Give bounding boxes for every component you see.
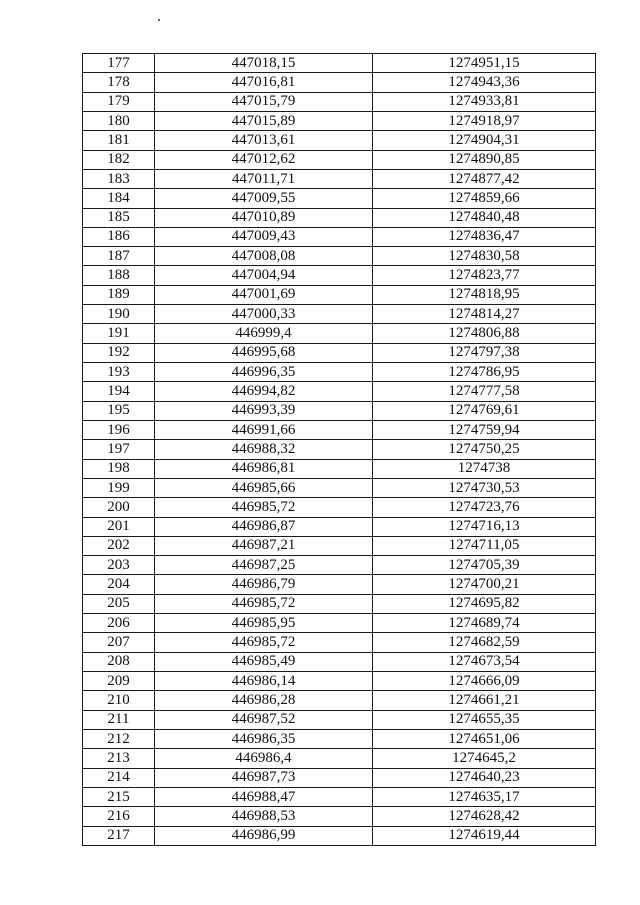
y-coordinate-cell: 1274814,27 — [373, 305, 596, 324]
point-number-cell: 181 — [83, 131, 155, 150]
x-coordinate-cell: 446999,4 — [155, 324, 373, 343]
table-row — [83, 150, 596, 169]
x-coordinate-cell: 446985,72 — [155, 633, 373, 652]
point-number-cell: 209 — [83, 672, 155, 691]
table-row — [83, 633, 596, 652]
point-number-cell: 177 — [83, 54, 155, 73]
table-row — [83, 227, 596, 246]
table-row — [83, 247, 596, 266]
x-coordinate-cell: 446986,99 — [155, 826, 373, 845]
table-row — [83, 189, 596, 208]
point-number-cell: 217 — [83, 826, 155, 845]
table-row — [83, 787, 596, 806]
point-number-cell: 179 — [83, 92, 155, 111]
table-row — [83, 92, 596, 111]
y-coordinate-cell: 1274840,48 — [373, 208, 596, 227]
point-number-cell: 207 — [83, 633, 155, 652]
point-number-cell: 204 — [83, 575, 155, 594]
x-coordinate-cell: 446994,82 — [155, 382, 373, 401]
point-number-cell: 182 — [83, 150, 155, 169]
table-row — [83, 208, 596, 227]
table-row — [83, 652, 596, 671]
table-row — [83, 401, 596, 420]
y-coordinate-cell: 1274769,61 — [373, 401, 596, 420]
y-coordinate-cell: 1274700,21 — [373, 575, 596, 594]
x-coordinate-cell: 447015,79 — [155, 92, 373, 111]
point-number-cell: 180 — [83, 111, 155, 130]
table-row — [83, 54, 596, 73]
y-coordinate-cell: 1274943,36 — [373, 73, 596, 92]
point-number-cell: 214 — [83, 768, 155, 787]
y-coordinate-cell: 1274730,53 — [373, 478, 596, 497]
table-row — [83, 73, 596, 92]
table-row — [83, 169, 596, 188]
point-number-cell: 185 — [83, 208, 155, 227]
x-coordinate-cell: 447016,81 — [155, 73, 373, 92]
point-number-cell: 194 — [83, 382, 155, 401]
point-number-cell: 210 — [83, 691, 155, 710]
x-coordinate-cell: 447009,43 — [155, 227, 373, 246]
y-coordinate-cell: 1274635,17 — [373, 787, 596, 806]
table-row — [83, 826, 596, 845]
table-row — [83, 459, 596, 478]
point-number-cell: 197 — [83, 440, 155, 459]
table-row — [83, 305, 596, 324]
y-coordinate-cell: 1274933,81 — [373, 92, 596, 111]
y-coordinate-cell: 1274759,94 — [373, 420, 596, 439]
x-coordinate-cell: 447001,69 — [155, 285, 373, 304]
point-number-cell: 216 — [83, 807, 155, 826]
table-row — [83, 536, 596, 555]
x-coordinate-cell: 447015,89 — [155, 111, 373, 130]
point-number-cell: 199 — [83, 478, 155, 497]
table-row — [83, 440, 596, 459]
table-row — [83, 343, 596, 362]
point-number-cell: 201 — [83, 517, 155, 536]
x-coordinate-cell: 446996,35 — [155, 363, 373, 382]
coordinates-table — [82, 53, 596, 846]
table-row — [83, 111, 596, 130]
table-row — [83, 478, 596, 497]
x-coordinate-cell: 446986,14 — [155, 672, 373, 691]
table-row — [83, 266, 596, 285]
y-coordinate-cell: 1274651,06 — [373, 729, 596, 748]
x-coordinate-cell: 447011,71 — [155, 169, 373, 188]
y-coordinate-cell: 1274836,47 — [373, 227, 596, 246]
point-number-cell: 211 — [83, 710, 155, 729]
table-row — [83, 575, 596, 594]
point-number-cell: 208 — [83, 652, 155, 671]
point-number-cell: 192 — [83, 343, 155, 362]
y-coordinate-cell: 1274738 — [373, 459, 596, 478]
point-number-cell: 195 — [83, 401, 155, 420]
y-coordinate-cell: 1274786,95 — [373, 363, 596, 382]
x-coordinate-cell: 447009,55 — [155, 189, 373, 208]
table-row — [83, 382, 596, 401]
y-coordinate-cell: 1274750,25 — [373, 440, 596, 459]
x-coordinate-cell: 446988,53 — [155, 807, 373, 826]
y-coordinate-cell: 1274806,88 — [373, 324, 596, 343]
x-coordinate-cell: 446986,35 — [155, 729, 373, 748]
x-coordinate-cell: 446986,4 — [155, 749, 373, 768]
point-number-cell: 200 — [83, 498, 155, 517]
y-coordinate-cell: 1274673,54 — [373, 652, 596, 671]
table-row — [83, 517, 596, 536]
y-coordinate-cell: 1274830,58 — [373, 247, 596, 266]
x-coordinate-cell: 446988,32 — [155, 440, 373, 459]
x-coordinate-cell: 447010,89 — [155, 208, 373, 227]
y-coordinate-cell: 1274918,97 — [373, 111, 596, 130]
table-row — [83, 710, 596, 729]
y-coordinate-cell: 1274797,38 — [373, 343, 596, 362]
table-row — [83, 363, 596, 382]
table-row — [83, 131, 596, 150]
point-number-cell: 213 — [83, 749, 155, 768]
y-coordinate-cell: 1274666,09 — [373, 672, 596, 691]
y-coordinate-cell: 1274777,58 — [373, 382, 596, 401]
y-coordinate-cell: 1274723,76 — [373, 498, 596, 517]
y-coordinate-cell: 1274890,85 — [373, 150, 596, 169]
x-coordinate-cell: 446985,66 — [155, 478, 373, 497]
table-row — [83, 807, 596, 826]
x-coordinate-cell: 446991,66 — [155, 420, 373, 439]
x-coordinate-cell: 446987,73 — [155, 768, 373, 787]
point-number-cell: 215 — [83, 787, 155, 806]
point-number-cell: 188 — [83, 266, 155, 285]
x-coordinate-cell: 446987,52 — [155, 710, 373, 729]
x-coordinate-cell: 447018,15 — [155, 54, 373, 73]
point-number-cell: 190 — [83, 305, 155, 324]
y-coordinate-cell: 1274655,35 — [373, 710, 596, 729]
y-coordinate-cell: 1274877,42 — [373, 169, 596, 188]
y-coordinate-cell: 1274628,42 — [373, 807, 596, 826]
y-coordinate-cell: 1274818,95 — [373, 285, 596, 304]
y-coordinate-cell: 1274951,15 — [373, 54, 596, 73]
point-number-cell: 184 — [83, 189, 155, 208]
point-number-cell: 187 — [83, 247, 155, 266]
point-number-cell: 191 — [83, 324, 155, 343]
y-coordinate-cell: 1274619,44 — [373, 826, 596, 845]
x-coordinate-cell: 446995,68 — [155, 343, 373, 362]
x-coordinate-cell: 447008,08 — [155, 247, 373, 266]
point-number-cell: 212 — [83, 729, 155, 748]
y-coordinate-cell: 1274640,23 — [373, 768, 596, 787]
y-coordinate-cell: 1274689,74 — [373, 614, 596, 633]
table-row — [83, 594, 596, 613]
point-number-cell: 189 — [83, 285, 155, 304]
y-coordinate-cell: 1274695,82 — [373, 594, 596, 613]
table-row — [83, 691, 596, 710]
table-row — [83, 672, 596, 691]
x-coordinate-cell: 446985,72 — [155, 594, 373, 613]
x-coordinate-cell: 446993,39 — [155, 401, 373, 420]
stray-dot-mark — [158, 19, 160, 21]
point-number-cell: 205 — [83, 594, 155, 613]
point-number-cell: 193 — [83, 363, 155, 382]
x-coordinate-cell: 446985,95 — [155, 614, 373, 633]
y-coordinate-cell: 1274716,13 — [373, 517, 596, 536]
x-coordinate-cell: 447000,33 — [155, 305, 373, 324]
x-coordinate-cell: 446987,21 — [155, 536, 373, 555]
y-coordinate-cell: 1274661,21 — [373, 691, 596, 710]
point-number-cell: 178 — [83, 73, 155, 92]
table-row — [83, 498, 596, 517]
y-coordinate-cell: 1274645,2 — [373, 749, 596, 768]
y-coordinate-cell: 1274823,77 — [373, 266, 596, 285]
point-number-cell: 186 — [83, 227, 155, 246]
table-row — [83, 324, 596, 343]
point-number-cell: 183 — [83, 169, 155, 188]
point-number-cell: 202 — [83, 536, 155, 555]
table-row — [83, 556, 596, 575]
y-coordinate-cell: 1274711,05 — [373, 536, 596, 555]
y-coordinate-cell: 1274682,59 — [373, 633, 596, 652]
x-coordinate-cell: 446988,47 — [155, 787, 373, 806]
point-number-cell: 206 — [83, 614, 155, 633]
x-coordinate-cell: 447012,62 — [155, 150, 373, 169]
table-row — [83, 768, 596, 787]
table-row — [83, 749, 596, 768]
x-coordinate-cell: 446986,28 — [155, 691, 373, 710]
table-row — [83, 614, 596, 633]
y-coordinate-cell: 1274904,31 — [373, 131, 596, 150]
x-coordinate-cell: 446985,72 — [155, 498, 373, 517]
table-row — [83, 420, 596, 439]
table-row — [83, 729, 596, 748]
x-coordinate-cell: 446987,25 — [155, 556, 373, 575]
coordinates-table-body — [83, 54, 596, 846]
point-number-cell: 203 — [83, 556, 155, 575]
x-coordinate-cell: 446986,79 — [155, 575, 373, 594]
y-coordinate-cell: 1274859,66 — [373, 189, 596, 208]
x-coordinate-cell: 446985,49 — [155, 652, 373, 671]
x-coordinate-cell: 446986,81 — [155, 459, 373, 478]
y-coordinate-cell: 1274705,39 — [373, 556, 596, 575]
x-coordinate-cell: 447013,61 — [155, 131, 373, 150]
point-number-cell: 198 — [83, 459, 155, 478]
point-number-cell: 196 — [83, 420, 155, 439]
table-row — [83, 285, 596, 304]
x-coordinate-cell: 446986,87 — [155, 517, 373, 536]
x-coordinate-cell: 447004,94 — [155, 266, 373, 285]
